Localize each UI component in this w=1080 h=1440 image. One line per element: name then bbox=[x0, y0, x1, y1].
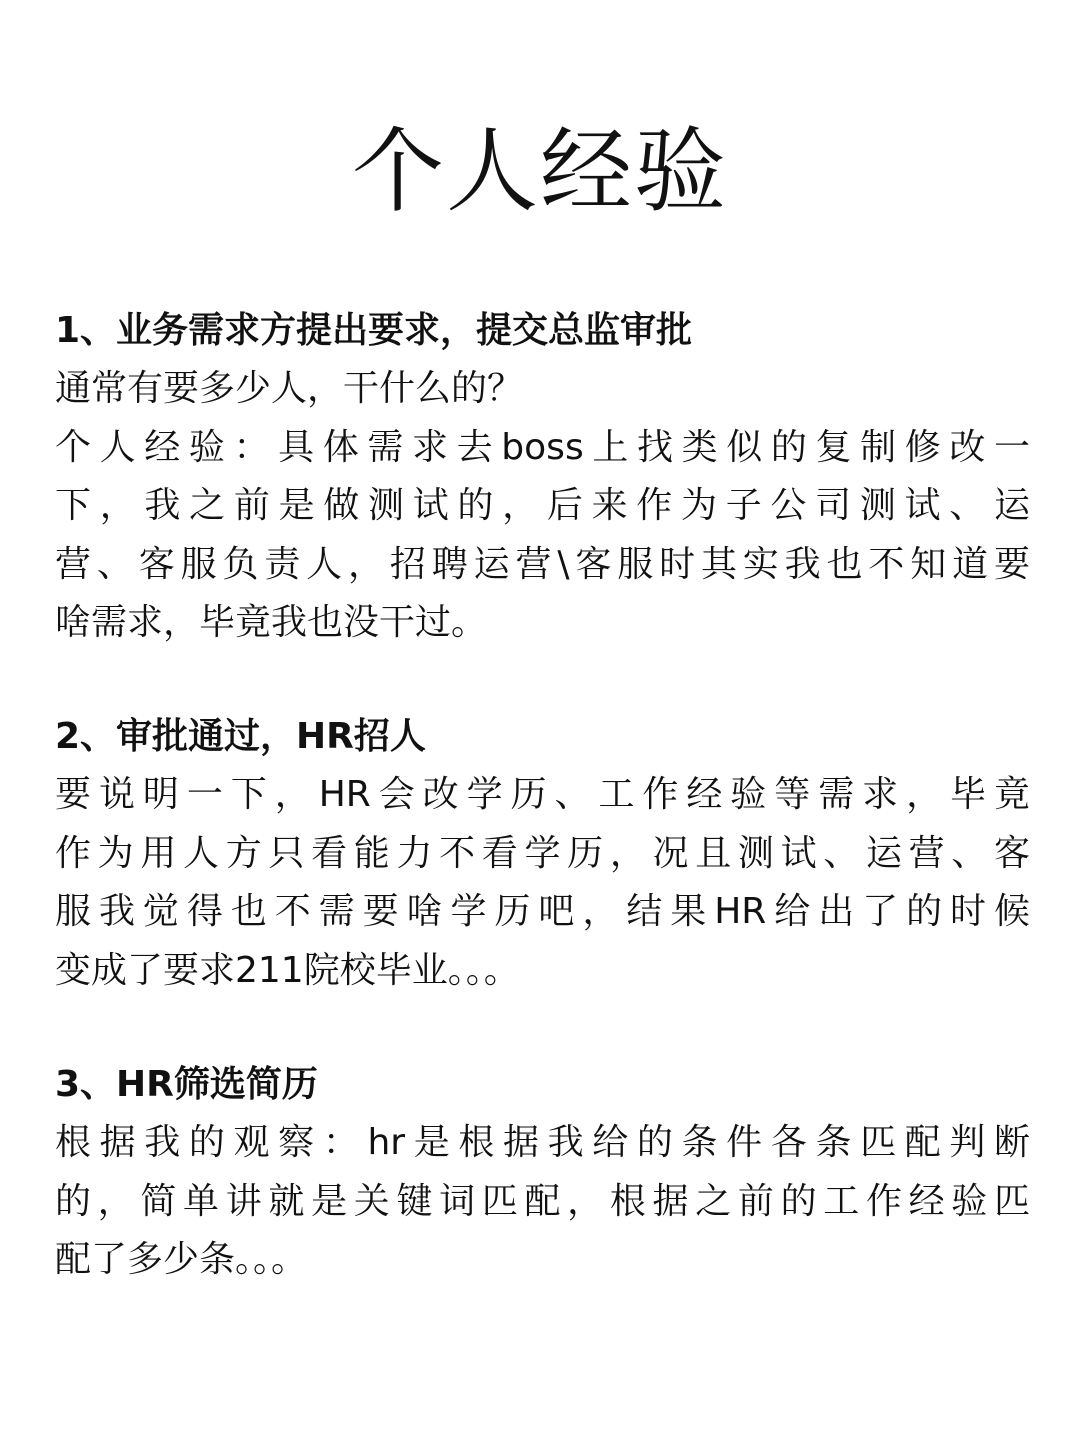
paragraph-line: 个人经验：具体需求去boss上找类似的复制修改一 bbox=[55, 426, 1030, 468]
section-2 bbox=[55, 708, 1030, 1000]
section-3 bbox=[55, 1056, 1030, 1290]
paragraph-line: 的，简单讲就是关键词匹配，根据之前的工作经验匹 bbox=[55, 1180, 1030, 1222]
paragraph-line: 服我觉得也不需要啥学历吧，结果HR给出了的时候 bbox=[55, 891, 1030, 932]
paragraph-line: 根据我的观察：hr是根据我给的条件各条匹配判断 bbox=[55, 1122, 1030, 1163]
paragraph-line: 通常有要多少人，干什么的？ bbox=[55, 368, 524, 409]
section-heading: 1、业务需求方提出要求，提交总监审批 bbox=[55, 310, 693, 351]
section-heading: 2、审批通过，HR招人 bbox=[55, 716, 426, 757]
paragraph-line: 营、客服负责人，招聘运营\客服时其实我也不知道要 bbox=[55, 543, 1030, 585]
paragraph-line: 要说明一下，HR会改学历、工作经验等需求，毕竟 bbox=[55, 774, 1030, 815]
paragraph-line: 配了多少条。。。 bbox=[55, 1239, 308, 1280]
paragraph-line: 变成了要求211院校毕业。。。 bbox=[55, 949, 520, 991]
section-1 bbox=[55, 302, 1030, 653]
section-heading: 3、HR筛选简历 bbox=[55, 1064, 318, 1105]
page-title: 个人经验 bbox=[351, 118, 728, 225]
paragraph-line: 作为用人方只看能力不看学历，况且测试、运营、客 bbox=[55, 832, 1030, 874]
paragraph-line: 啥需求，毕竟我也没干过。 bbox=[55, 602, 488, 643]
paragraph-line: 下，我之前是做测试的，后来作为子公司测试、运 bbox=[55, 485, 1030, 526]
